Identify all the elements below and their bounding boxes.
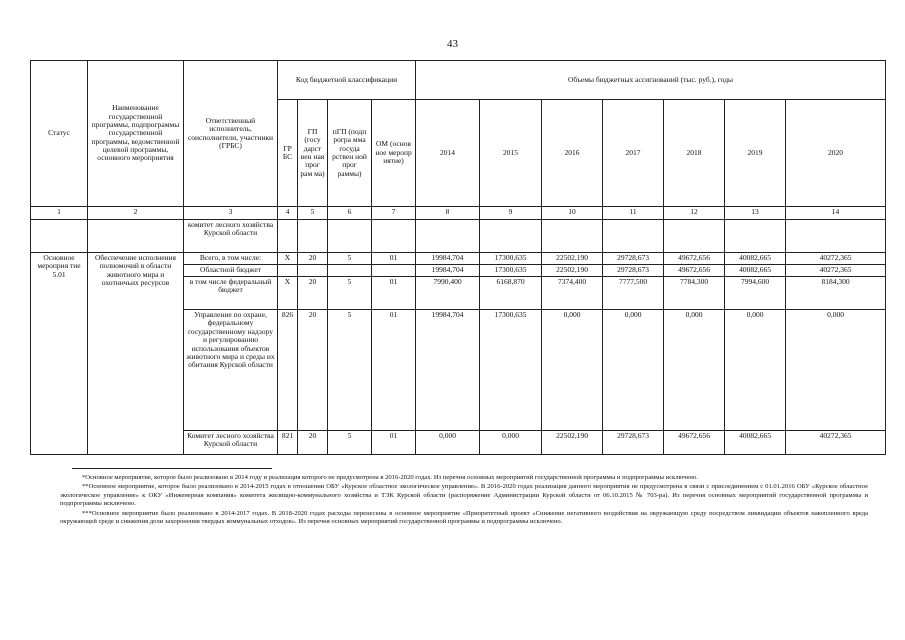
header-om: ОМ (основ ное меропр иятие) xyxy=(372,100,416,207)
value-cell: 22502,190 xyxy=(542,431,603,455)
footnote: **Основное мероприятие, которое было реализовано в 2014-2015 годах в отношении ОБУ «Курское областное экологическое управление». В 2016-2020 годах реализация данного мероприятия не предусмотрена в связи с присоединением с 01.01.2016 ОБУ «Курское областное экологическое управление» к ОКУ «Инженерная компания» комитета жилищно-коммунального хозяйства и ТЭК Курской области (распоряжение Администрации Курской области от 06.10.2015 № 703-ра). Из перечня основных мероприятий государственной программы и подпрограммы исключено. xyxy=(60,483,868,508)
responsible-cell: в том числе федеральный бюджет xyxy=(184,277,278,310)
page-number: 43 xyxy=(447,38,458,50)
empty-cell xyxy=(31,220,88,253)
responsible-cell: Областной бюджет xyxy=(184,265,278,277)
column-number-row xyxy=(31,207,886,220)
column-number: 4 xyxy=(278,207,298,220)
grbs-cell: 821 xyxy=(278,431,298,455)
header-grbs: ГР БС xyxy=(278,100,298,207)
header-year: 2016 xyxy=(542,100,603,207)
value-cell: 0,000 xyxy=(542,310,603,431)
column-number: 13 xyxy=(725,207,786,220)
empty-cell xyxy=(480,220,542,253)
header-year: 2018 xyxy=(664,100,725,207)
responsible-cell: Всего, в том числе: xyxy=(184,253,278,265)
footnote-divider xyxy=(72,468,272,469)
empty-cell xyxy=(542,220,603,253)
header-year: 2017 xyxy=(603,100,664,207)
value-cell: 17300,635 xyxy=(480,265,542,277)
header-year: 2020 xyxy=(786,100,886,207)
om-cell: 01 xyxy=(372,253,416,265)
pgp-cell xyxy=(328,265,372,277)
empty-cell xyxy=(725,220,786,253)
value-cell: 0,000 xyxy=(725,310,786,431)
header-year: 2015 xyxy=(480,100,542,207)
table-row xyxy=(31,253,886,265)
value-cell: 40082,665 xyxy=(725,253,786,265)
empty-cell xyxy=(372,220,416,253)
column-number: 14 xyxy=(786,207,886,220)
column-number: 10 xyxy=(542,207,603,220)
om-cell: 01 xyxy=(372,277,416,310)
value-cell: 29728,673 xyxy=(603,431,664,455)
value-cell: 40082,665 xyxy=(725,265,786,277)
budget-table xyxy=(30,60,886,455)
value-cell: 40272,365 xyxy=(786,265,886,277)
footnote: ***Основное мероприятие было реализовано в 2014-2017 годах. В 2018-2020 годах расходы перенесены в основное мероприятие «Приоритетный проект «Снижение негативного воздействия на окружающую среду посредством ликвидации объектов накопленного вреда окружающей среде и снижения доли захоронения твердых коммунальных отходов». Из перечня основных мероприятий государственной программы и подпрограммы исключено. xyxy=(60,509,868,526)
responsible-cell: комитет лесного хозяйства Курской области xyxy=(184,220,278,253)
value-cell: 17300,635 xyxy=(480,310,542,431)
value-cell: 49672,656 xyxy=(664,253,725,265)
grbs-cell: Х xyxy=(278,277,298,310)
grbs-cell xyxy=(278,265,298,277)
continuation-row xyxy=(31,220,886,253)
empty-cell xyxy=(328,220,372,253)
value-cell: 40082,665 xyxy=(725,431,786,455)
pgp-cell: 5 xyxy=(328,310,372,431)
header-status: Статус xyxy=(31,61,88,207)
value-cell: 7784,300 xyxy=(664,277,725,310)
grbs-cell: Х xyxy=(278,253,298,265)
value-cell: 49672,656 xyxy=(664,431,725,455)
column-number: 11 xyxy=(603,207,664,220)
value-cell: 29728,673 xyxy=(603,265,664,277)
responsible-cell: Комитет лесного хозяйства Курской области xyxy=(184,431,278,455)
column-number: 12 xyxy=(664,207,725,220)
value-cell: 8184,300 xyxy=(786,277,886,310)
column-number: 3 xyxy=(184,207,278,220)
column-number: 9 xyxy=(480,207,542,220)
value-cell: 40272,365 xyxy=(786,431,886,455)
value-cell: 0,000 xyxy=(480,431,542,455)
footnote: *Основное мероприятие, которое было реализовано в 2014 году и реализация которого не предусмотрена в 2016-2020 годах. Из перечня основных мероприятий государственной программы и подпрограммы исключено. xyxy=(82,474,698,481)
header-gp: ГП (госу дарст вен ная прог рам ма) xyxy=(298,100,328,207)
responsible-cell: Управление по охране, федеральному государственному надзору и регулированию использования объектов животного мира и среды их обитания Курской области xyxy=(184,310,278,431)
column-number: 5 xyxy=(298,207,328,220)
name-cell: Обеспечение исполнения полномочий в области животного мира и охотничьих ресурсов xyxy=(88,253,184,455)
value-cell: 0,000 xyxy=(664,310,725,431)
header-pgp: пГП (подп рогра мма госуда рствен ной прог раммы) xyxy=(328,100,372,207)
om-cell xyxy=(372,265,416,277)
empty-cell xyxy=(416,220,480,253)
gp-cell: 20 xyxy=(298,431,328,455)
value-cell: 7990,400 xyxy=(416,277,480,310)
column-number: 7 xyxy=(372,207,416,220)
gp-cell: 20 xyxy=(298,253,328,265)
gp-cell: 20 xyxy=(298,277,328,310)
header-year: 2014 xyxy=(416,100,480,207)
value-cell: 17300,635 xyxy=(480,253,542,265)
header-name: Наименование государственной программы, подпрограммы государственной программы, ведомственной целевой программы, основного мероприятия xyxy=(88,61,184,207)
value-cell: 7994,600 xyxy=(725,277,786,310)
value-cell: 19984,704 xyxy=(416,253,480,265)
value-cell: 6168,870 xyxy=(480,277,542,310)
empty-cell xyxy=(664,220,725,253)
header-volumes: Объемы бюджетных ассигнований (тыс. руб.), годы xyxy=(416,61,886,100)
header-responsible: Ответственный исполнитель, соисполнители, участники (ГРБС) xyxy=(184,61,278,207)
empty-cell xyxy=(298,220,328,253)
value-cell: 0,000 xyxy=(786,310,886,431)
value-cell: 7374,400 xyxy=(542,277,603,310)
value-cell: 29728,673 xyxy=(603,253,664,265)
om-cell: 01 xyxy=(372,431,416,455)
gp-cell xyxy=(298,265,328,277)
value-cell: 19984,704 xyxy=(416,265,480,277)
header-budget-code: Код бюджетной классификации xyxy=(278,61,416,100)
gp-cell: 20 xyxy=(298,310,328,431)
value-cell: 7777,500 xyxy=(603,277,664,310)
empty-cell xyxy=(278,220,298,253)
pgp-cell: 5 xyxy=(328,277,372,310)
empty-cell xyxy=(786,220,886,253)
value-cell: 0,000 xyxy=(416,431,480,455)
value-cell: 19984,704 xyxy=(416,310,480,431)
value-cell: 40272,365 xyxy=(786,253,886,265)
column-number: 8 xyxy=(416,207,480,220)
pgp-cell: 5 xyxy=(328,431,372,455)
column-number: 1 xyxy=(31,207,88,220)
value-cell: 22502,190 xyxy=(542,265,603,277)
status-cell: Основное мероприя тие 5.01 xyxy=(31,253,88,455)
value-cell: 0,000 xyxy=(603,310,664,431)
pgp-cell: 5 xyxy=(328,253,372,265)
om-cell: 01 xyxy=(372,310,416,431)
empty-cell xyxy=(88,220,184,253)
header-year: 2019 xyxy=(725,100,786,207)
grbs-cell: 826 xyxy=(278,310,298,431)
value-cell: 49672,656 xyxy=(664,265,725,277)
footnotes xyxy=(60,474,868,528)
empty-cell xyxy=(603,220,664,253)
column-number: 6 xyxy=(328,207,372,220)
column-number: 2 xyxy=(88,207,184,220)
value-cell: 22502,190 xyxy=(542,253,603,265)
